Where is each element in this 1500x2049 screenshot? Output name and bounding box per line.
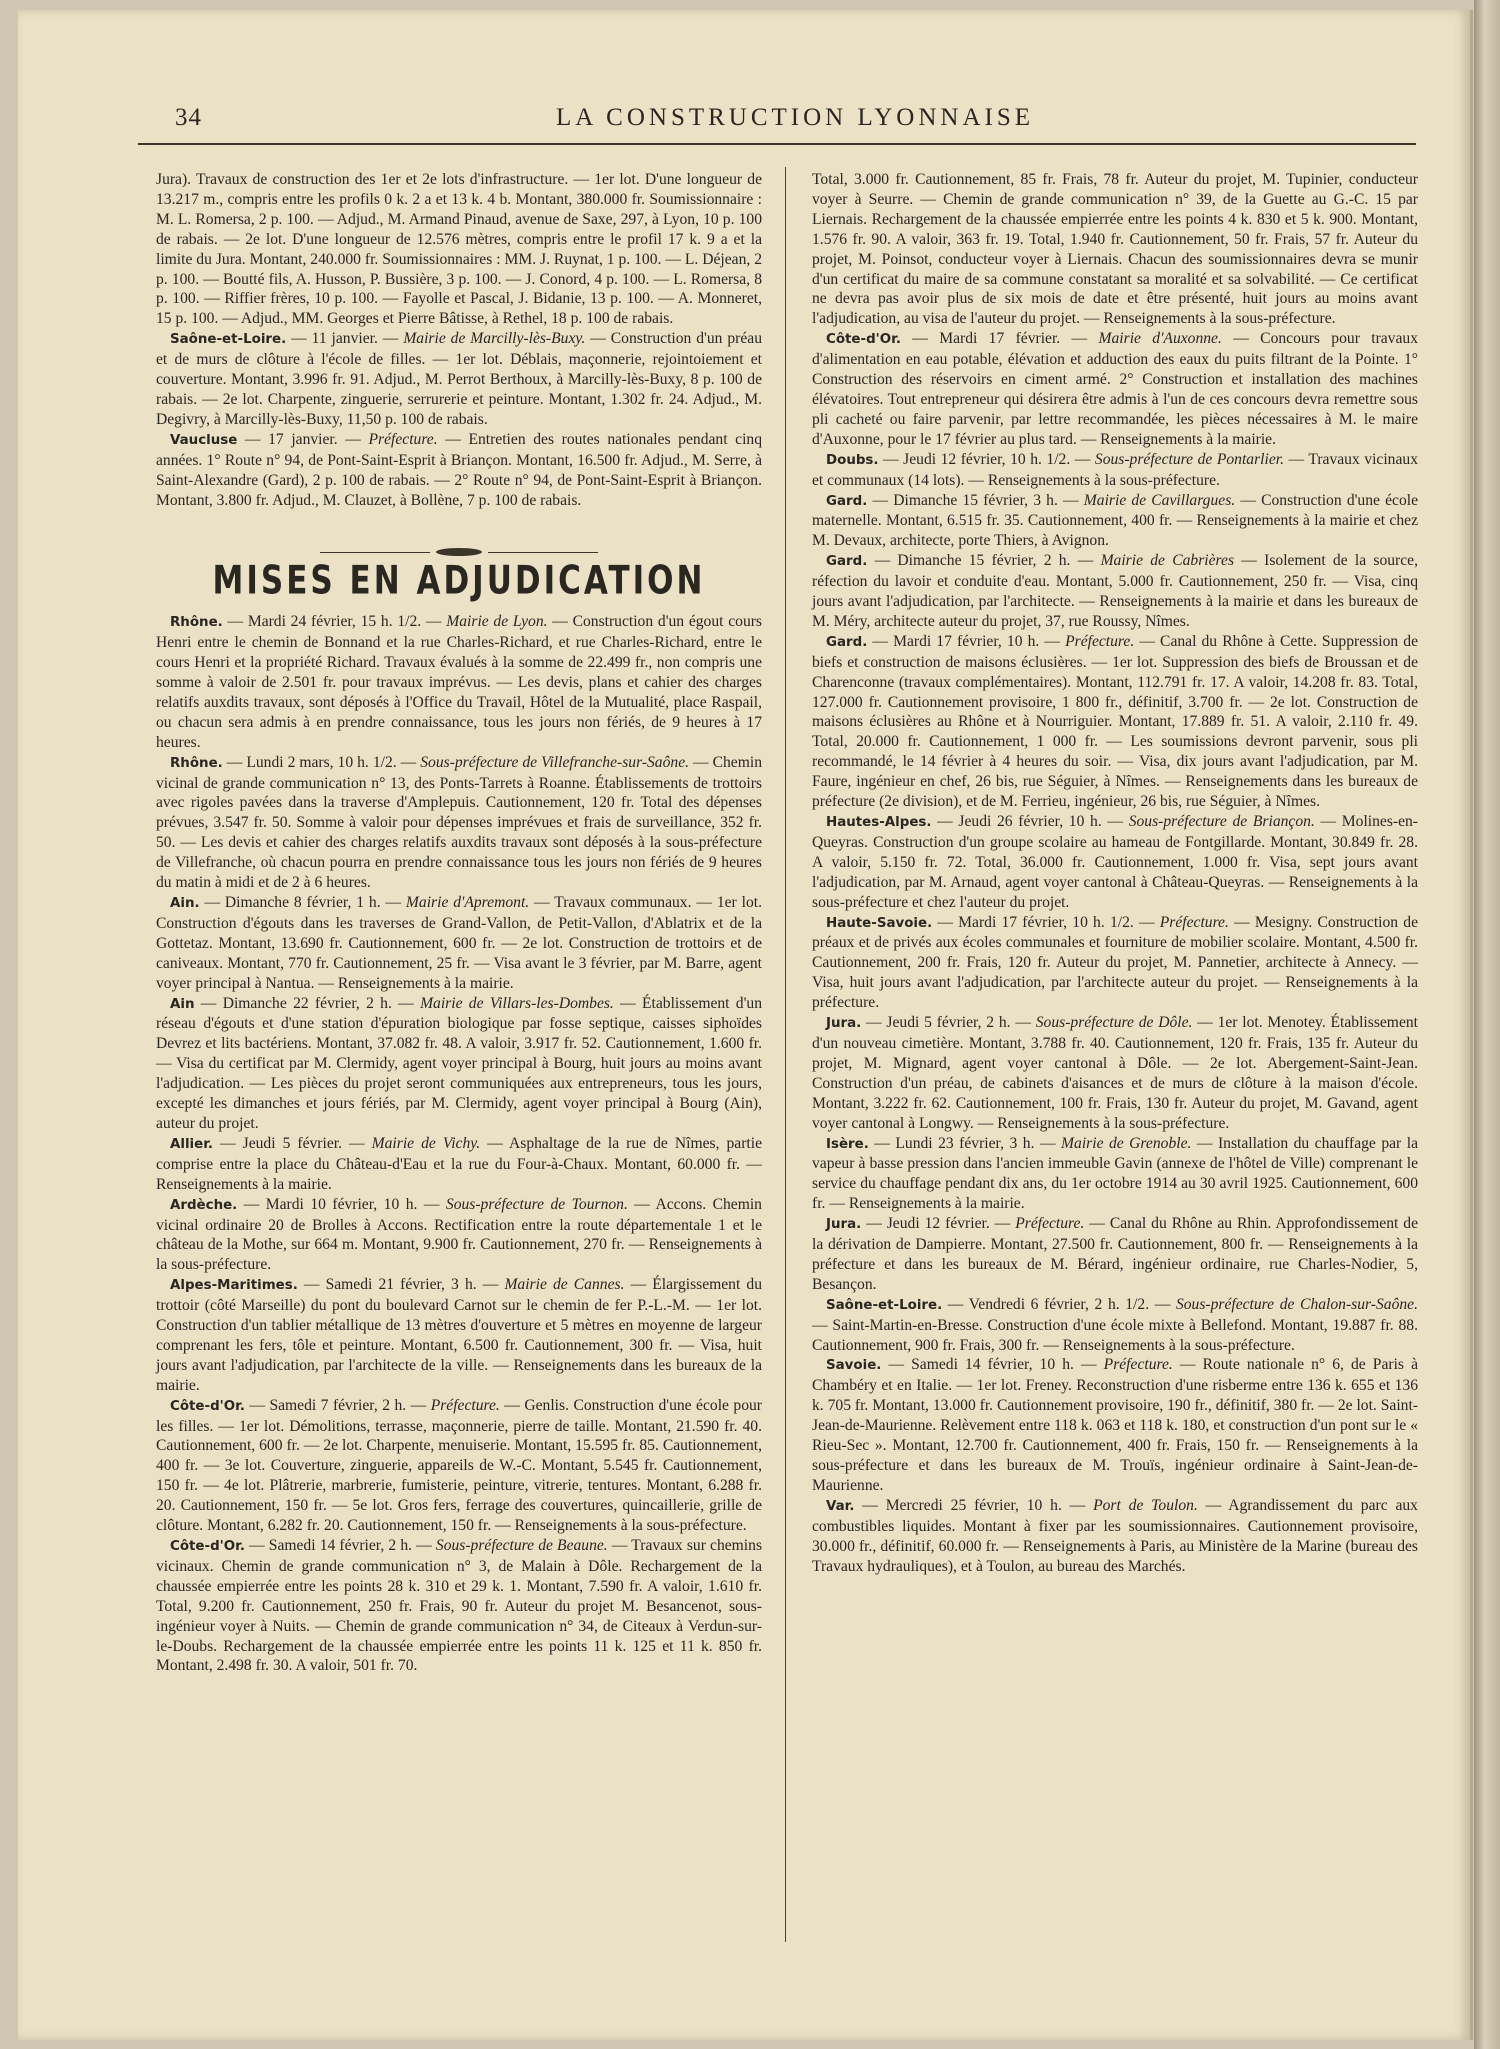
entry-date: — Mardi 24 février, 15 h. 1/2. — xyxy=(222,613,447,631)
adjudication-entry xyxy=(812,551,1418,632)
entry-location: Mairie de Cannes. xyxy=(504,1276,625,1294)
entry-location: Préfecture. xyxy=(1103,1356,1173,1374)
entry-department: Côte-d'Or. xyxy=(170,1398,245,1414)
entry-date: — Mardi 10 février, 10 h. — xyxy=(237,1195,446,1213)
section-heading xyxy=(156,544,762,604)
right-column xyxy=(812,170,1418,1576)
adjudication-entry xyxy=(156,1195,762,1276)
book-gutter xyxy=(1474,0,1500,2049)
entry-date: — Jeudi 12 février, 10 h. 1/2. — xyxy=(878,450,1095,468)
entry-department: Allier. xyxy=(170,1136,213,1152)
entry-location: Préfecture. xyxy=(368,430,438,448)
adjudication-entry xyxy=(812,913,1418,1014)
entry-text: — Travaux vicinaux et communaux (14 lots). — Renseignements à la sous-préfecture. xyxy=(812,450,1418,489)
entry-date: — Dimanche 22 février, 2 h. — xyxy=(194,994,421,1012)
section-title: MISES EN ADJUDICATION xyxy=(212,558,706,604)
entry-location: Préfecture. xyxy=(1065,632,1135,650)
entry-department: Var. xyxy=(826,1498,855,1514)
entry-location: Mairie de Villars-les-Dombes. xyxy=(420,994,614,1012)
entry-location: Mairie de Cabrières xyxy=(1100,552,1235,570)
entry-location: Préfecture. xyxy=(1159,913,1229,931)
entry-date: — Samedi 21 février, 3 h. — xyxy=(297,1276,505,1294)
adjudication-entry xyxy=(812,812,1418,913)
adjudication-entry xyxy=(812,632,1418,812)
entry-text: — Route nationale n° 6, de Paris à Chambéry et en Italie. — 1er lot. Freney. Reconstruction d'une risberme entre 136 k. 655 et 136 k. 705 fr. Montant, 13.000 fr. Cautionnement provisoire, 190 fr., définitif, 380 fr. — 2e lot. Saint-Jean-de-Maurienne. Relèvement entre 118 k. 063 et 118 k. 180, et construction d'un pont sur le « Rieu-Sec ». Montant, 12.700 fr. Cautionnement, 400 fr. Frais, 150 fr. — Renseignements à la sous-préfecture et dans les bureaux de M. Trouïs, ingénieur ordinaire à Saint-Jean-de-Maurienne. xyxy=(812,1356,1418,1494)
entry-text: — Chemin vicinal de grande communication n° 13, des Ponts-Tarrets à Roanne. Établissements de trottoirs avec rigoles pavées dans la traverse d'Amplepuis. Cautionnement, 120 fr. Total des dépenses prévues, 3.547 fr. 50. Somme à valoir pour dépenses imprévues et frais de surveillance, 352 fr. 50. — Les devis et cahier des charges relatifs auxdits travaux sont déposés à la sous-préfecture de Villefranche, où chacun pourra en prendre connaissance tous les jours non fériés de 9 heures du matin à midi et de 2 à 6 heures. xyxy=(156,753,762,892)
entry-date: — Dimanche 15 février, 2 h. — xyxy=(867,552,1101,570)
entry-text: — Construction d'un préau et de murs de clôture à l'école de filles. — 1er lot. Déblais, maçonnerie, rejointoiement et couverture. Montant, 3.996 fr. 91. Adjud., M. Perrot Berthoux, à Marcilly-lès-Buxy, 8 p. 100 de rabais. — 2e lot. Charpente, zinguerie, serrurerie et peinture. Montant, 1.302 fr. 24. Adjud., M. Degivry, à Marcilly-lès-Buxy, 11,50 p. 100 de rabais. xyxy=(156,330,762,428)
entry-date: — 11 janvier. — xyxy=(286,330,404,348)
entry-text: — Accons. Chemin vicinal ordinaire 20 de Brolles à Accons. Rectification entre la route départementale 1 et le château de la Mothe, sur 664 m. Montant, 9.900 fr. Cautionnement, 270 fr. — Renseignements à la sous-préfecture. xyxy=(156,1195,762,1274)
adjudication-entry xyxy=(156,329,762,430)
entry-department: Rhône. xyxy=(170,615,223,631)
entry-date: — Vendredi 6 février, 2 h. 1/2. — xyxy=(942,1295,1176,1313)
entry-department: Ardèche. xyxy=(170,1197,238,1213)
adjudication-entry xyxy=(156,1134,762,1195)
entry-text: — 1er lot. Menotey. Établissement d'un nouveau cimetière. Montant, 3.788 fr. 40. Cautionnement, 120 fr. Frais, 135 fr. Auteur du projet, M. Mignard, agent voyer cantonal à Dôle. — 2e lot. Abergement-Saint-Jean. Construction d'un préau, de cabinets d'aisances et de murs de clôture à la maison d'école. Montant, 3.222 fr. 62. Cautionnement, 100 fr. Frais, 130 fr. Auteur du projet, M. Gavand, agent voyer cantonal à Longwy. — Renseignements à la sous-préfecture. xyxy=(812,1014,1418,1132)
entry-department: Gard. xyxy=(826,493,868,509)
adjudication-entry xyxy=(156,430,762,511)
adjudication-entry xyxy=(156,1536,762,1676)
entry-date: — Dimanche 8 février, 1 h. — xyxy=(199,894,406,911)
entry-location: Mairie de Cavillargues. xyxy=(1083,491,1236,509)
adjudication-entry xyxy=(812,1214,1418,1295)
right-intro xyxy=(812,170,1418,329)
entry-text: — Travaux sur chemins vicinaux. Chemin de grande communication n° 3, de Malain à Dôle. Rechargement de la chaussée empierrée entre les points 28 k. 310 et 29 k. 1. Montant, 7.590 fr. A valoir, 1.610 fr. Total, 9.200 fr. Cautionnement, 250 fr. Frais, 90 fr. Auteur du projet M. Besancenot, sous-ingénieur voyer à Nuits. — Chemin de grande communication n° 34, de Citeaux à Verdun-sur-le-Doubs. Rechargement de la chaussée empierrée entre les points 11 k. 125 et 11 k. 850 fr. Montant, 2.498 fr. 30. A valoir, 501 fr. 70. xyxy=(156,1537,763,1675)
entry-date: — Jeudi 5 février, 2 h. — xyxy=(861,1014,1036,1032)
entry-department: Saône-et-Loire. xyxy=(170,332,287,348)
entry-date: — 17 janvier. — xyxy=(237,430,369,448)
entry-text: — Asphaltage de la rue de Nîmes, partie comprise entre la place du Château-d'Eau et la rue du Four-à-Chaux. Montant, 60.000 fr. — Renseignements à la mairie. xyxy=(156,1134,762,1193)
adjudication-entry xyxy=(812,450,1418,491)
entry-location: Mairie de Marcilly-lès-Buxy. xyxy=(403,330,586,348)
left-entries-before xyxy=(156,329,762,510)
entry-location: Mairie de Vichy. xyxy=(371,1134,481,1152)
adjudication-entry xyxy=(156,753,762,893)
entry-text: — Établissement d'un réseau d'égouts et d'une station d'épuration biologique par fosse septique, caisses siphoïdes Devrez et lits bactériens. Montant, 37.082 fr. 48. A valoir, 3.917 fr. 52. Cautionnement, 1.600 fr. — Visa du certificat par M. Clermidy, agent voyer principal à Bourg, huit jours au moins avant l'adjudication. — Les pièces du projet seront communiquées aux entrepreneurs, tous les jours, excepté les dimanches et jours fériés, par M. Clermidy, agent voyer principal à Bourg (Ain), auteur du projet. xyxy=(156,994,762,1132)
entry-date: — Samedi 7 février, 2 h. — xyxy=(244,1396,431,1414)
entry-location: Préfecture. xyxy=(1015,1215,1085,1233)
entry-location: Sous-préfecture de Briançon. xyxy=(1128,813,1315,830)
entry-department: Doubs. xyxy=(826,452,879,468)
entry-department: Côte-d'Or. xyxy=(170,1539,245,1554)
column-separator xyxy=(785,167,786,1942)
entry-location: Port de Toulon. xyxy=(1093,1496,1198,1514)
entry-text: — Isolement de la source, réfection du lavoir et conduite d'eau. Montant, 5.000 fr. Cautionnement, 250 fr. — Visa, cinq jours avant l'adjudication, par l'architecte. — Renseignements à la mairie et dans les bureaux de M. Méry, architecte auteur du projet, 37, rue Roussy, Nîmes. xyxy=(812,552,1418,630)
entry-date: — Lundi 2 mars, 10 h. 1/2. — xyxy=(222,753,421,771)
entry-department: Ain xyxy=(170,996,195,1012)
entry-text: — Élargissement du trottoir (côté Marseille) du pont du boulevard Carnot sur le chemin de fer P.-L.-M. — 1er lot. Construction d'un tablier métallique de 13 mètres d'ouverture et 5 mètres en moyenne de largeur comprenant les fers, tôle et peinture. Montant, 6.500 fr. Cautionnement, 300 fr. — Visa, huit jours avant l'adjudication, par l'architecte de la ville. — Renseignements dans les bureaux de la mairie. xyxy=(156,1276,762,1394)
entry-department: Haute-Savoie. xyxy=(826,915,933,931)
entry-department: Rhône. xyxy=(170,755,223,771)
page-number: 34 xyxy=(175,104,202,131)
left-column xyxy=(156,170,762,1676)
entry-department: Côte-d'Or. xyxy=(826,332,901,348)
entry-location: Mairie d'Apremont. xyxy=(405,894,530,911)
entry-text: — Concours pour travaux d'alimentation en eau potable, élévation et adduction des eaux du puits filtrant de la Pointe. 1° Construction des réservoirs en ciment armé. 2° Construction et installation des machines élévatoires. Tout entrepreneur qui désirera être admis à l'un de ces concours devra remettre sous pli cacheté ou faire parvenir, par lettre recommandée, les pièces nécessaires à M. le maire d'Auxonne, pour le 17 février au plus tard. — Renseignements à la mairie. xyxy=(812,330,1418,448)
entry-date: — Samedi 14 février, 10 h. — xyxy=(881,1356,1104,1374)
page-header xyxy=(155,102,1435,142)
entry-department: Savoie. xyxy=(826,1358,882,1374)
entry-department: Vaucluse xyxy=(170,432,238,448)
entry-department: Gard. xyxy=(826,554,868,570)
adjudication-entry xyxy=(812,1355,1418,1495)
entry-date: — Lundi 23 février, 3 h. — xyxy=(868,1134,1062,1152)
entry-location: Sous-préfecture de Tournon. xyxy=(445,1195,628,1213)
entry-date: — Mercredi 25 février, 10 h. — xyxy=(854,1496,1094,1514)
left-intro xyxy=(156,170,762,329)
entry-department: Jura. xyxy=(826,1016,862,1032)
entry-text: — Construction d'une école maternelle. Montant, 6.515 fr. 35. Cautionnement, 400 fr. — Renseignements à la mairie et chez M. Devaux, architecte, porte Thiers, à Avignon. xyxy=(812,491,1418,550)
entry-location: Mairie de Grenoble. xyxy=(1061,1134,1192,1152)
entry-location: Mairie d'Auxonne. xyxy=(1098,330,1222,348)
entry-location: Sous-préfecture de Chalon-sur-Saône. xyxy=(1175,1295,1418,1313)
adjudication-entry xyxy=(156,1396,762,1536)
header-rule xyxy=(138,143,1416,145)
entry-location: Préfecture. xyxy=(430,1396,500,1414)
entry-text: — Canal du Rhône au Rhin. Approfondissement de la dérivation de Dampierre. Montant, 27.500 fr. Cautionnement, 800 fr. — Renseignements à la préfecture et dans les bureaux de M. Bérard, ingénieur ordinaire, rue Charles-Nodier, 5, Besançon. xyxy=(812,1215,1418,1293)
entry-date: — Jeudi 5 février. — xyxy=(213,1134,372,1152)
entry-date: — Dimanche 15 février, 3 h. — xyxy=(867,491,1084,509)
right-entries xyxy=(812,329,1418,1576)
adjudication-entry xyxy=(812,1295,1418,1356)
entry-text: — Construction d'un égout cours Henri entre le chemin de Bonnand et la rue Charles-Richard, et rue Charles-Richard, entre le cours Henri et la propriété Richard. Travaux évalués à la somme de 22.499 fr., non compris une somme à valoir de 2.501 fr. pour travaux imprévus. — Les devis, plans et cahier des charges relatifs auxdits travaux, sont déposés à l'Office du Travail, Hôtel de la Mutualité, place Raspail, ou chacun sera admis à en prendre connaissance, tous les jours non fériés, de 9 heures à 17 heures. xyxy=(156,613,762,751)
entry-date: — Mardi 17 février. — xyxy=(900,330,1099,348)
running-title: LA CONSTRUCTION LYONNAISE xyxy=(555,104,1035,131)
entry-text: — Travaux communaux. — 1er lot. Construction d'égouts dans les traverses de Grand-Vallon, de Petit-Vallon, d'Ablatrix et de la Gottetaz. Montant, 13.690 fr. Cautionnement, 600 fr. — 2e lot. Construction de trottoirs et de caniveaux. Montant, 770 fr. Cautionnement, 25 fr. — Visa avant le 3 février, par M. Barre, agent voyer principal à Nantua. — Renseignements à la mairie. xyxy=(156,894,762,992)
entry-location: Sous-préfecture de Beaune. xyxy=(435,1537,608,1554)
entry-date: — Jeudi 26 février, 10 h. — xyxy=(931,813,1129,830)
entry-department: Alpes-Maritimes. xyxy=(170,1278,298,1294)
entry-text: — Mesigny. Construction de préaux et de privés aux écoles communales et fourniture de mobilier scolaire. Montant, 4.500 fr. Cautionnement, 200 fr. Frais, 120 fr. Auteur du projet, M. Pannetier, architecte à Annecy. — Visa, huit jours avant l'adjudication, par l'architecte auteur du projet. — Renseignements à la préfecture. xyxy=(812,913,1418,1012)
entry-department: Isère. xyxy=(826,1136,869,1152)
entry-text: — Entretien des routes nationales pendant cinq années. 1° Route n° 94, de Pont-Saint-Esprit à Briançon. Montant, 16.500 fr. Adjud., M. Serre, à Saint-Alexandre (Gard), 2 p. 100 de rabais. — 2° Route n° 94, de Pont-Saint-Esprit à Briançon. Montant, 3.800 fr. Adjud., M. Clauzet, à Bollène, 7 p. 100 de rabais. xyxy=(156,430,762,509)
adjudication-entry xyxy=(812,329,1418,449)
entry-text: — Canal du Rhône à Cette. Suppression de biefs et construction de maisons éclusières. — 1er lot. Suppression des biefs de Broussan et de Charenconne (travaux complémentaires). Montant, 112.791 fr. 17. A valoir, 14.208 fr. 83. Total, 127.000 fr. Cautionnement provisoire, 1 800 fr., définitif, 3.700 fr. — 2e lot. Construction de maisons éclusières au Rhône et à Nourriguier. Montant, 17.889 fr. 51. A valoir, 2.110 fr. 49. Total, 20.000 fr. Cautionnement, 1 000 fr. — Les soumissions devront parvenir, sous pli recommandé, le 14 février à 4 heures du soir. — Visa, dix jours avant l'adjudication, par M. Faure, ingénieur en chef, 26 bis, rue Séguier, à Nîmes. — Renseignements dans les bureaux de préfecture (2e division), et de M. Ferrieu, ingénieur, 26 bis, rue Séguier, à Nîmes. xyxy=(812,632,1418,811)
entry-location: Sous-préfecture de Pontarlier. xyxy=(1094,450,1284,468)
entry-location: Sous-préfecture de Dôle. xyxy=(1035,1014,1193,1032)
entry-date: — Samedi 14 février, 2 h. — xyxy=(244,1537,436,1554)
adjudication-entry xyxy=(812,1013,1418,1133)
entry-text: — Agrandissement du parc aux combustibles liquides. Montant à fixer par les soumissionnaires. Cautionnement provisoire, 30.000 fr., définitif, 60.000 fr. — Renseignements à Paris, au Ministère de la Marine (bureau des Travaux hydrauliques), et à Toulon, au bureau des Marchés. xyxy=(812,1496,1418,1575)
entry-location: Sous-préfecture de Villefranche-sur-Saône. xyxy=(420,753,690,771)
adjudication-entry xyxy=(156,612,762,752)
entry-department: Saône-et-Loire. xyxy=(826,1297,943,1313)
intro-paragraph: Total, 3.000 fr. Cautionnement, 85 fr. Frais, 78 fr. Auteur du projet, M. Tupinier, conducteur voyer à Seurre. — Chemin de grande communication n° 39, de la Guette au G.-C. 15 par Liernais. Rechargement de la chaussée empierrée entre les points 4 k. 830 et 5 k. 900. Montant, 1.576 fr. 90. A valoir, 363 fr. 19. Total, 1.940 fr. Cautionnement, 50 fr. Frais, 57 fr. Auteur du projet, M. Poinsot, conducteur voyer à Liernais. Chacun des soumissionnaires devra se munir d'un certificat du maire de sa commune constatant sa moralité et sa solvabilité. — Ce certificat ne devra pas avoir plus de six mois de date et être présenté, huit jours au moins avant l'adjudication, au visa de l'auteur du projet. — Renseignements à la sous-préfecture. xyxy=(812,171,1418,328)
entry-text: — Installation du chauffage par la vapeur à basse pression dans l'ancien immeuble Gavin (annexe de l'hôtel de Ville) comprenant le service du chauffage pendant dix ans, du 1er octobre 1914 au 30 avril 1925. Cautionnement, 600 fr. — Renseignements à la mairie. xyxy=(812,1134,1418,1213)
entry-department: Hautes-Alpes. xyxy=(826,815,932,830)
adjudication-entry xyxy=(156,893,762,994)
adjudication-entry xyxy=(156,994,762,1134)
entry-date: — Jeudi 12 février. — xyxy=(861,1215,1016,1233)
entry-date: — Mardi 17 février, 10 h. 1/2. — xyxy=(932,913,1160,931)
entry-department: Jura. xyxy=(826,1217,862,1233)
entry-department: Ain. xyxy=(170,896,200,911)
adjudication-entry xyxy=(812,1496,1418,1577)
intro-paragraph: Jura). Travaux de construction des 1er et 2e lots d'infrastructure. — 1er lot. D'une longueur de 13.217 m., compris entre les profils 0 k. 2 a et 13 k. 4 b. Montant, 380.000 fr. Soumissionnaire : M. L. Romersa, 2 p. 100. — Adjud., M. Armand Pinaud, avenue de Saxe, 297, à Lyon, 10 p. 100 de rabais. — 2e lot. D'une longueur de 12.576 mètres, compris entre le profil 17 k. 9 a et la limite du Jura. Montant, 240.000 fr. Soumissionnaires : MM. J. Ruynat, 1 p. 100. — L. Déjean, 2 p. 100. — Boutté fils, A. Husson, P. Bussière, 3 p. 100. — J. Conord, 4 p. 100. — L. Romersa, 8 p. 100. — Riffier frères, 10 p. 100. — Fayolle et Pascal, J. Bidanie, 13 p. 100. — A. Monneret, 15 p. 100. — Adjud., MM. Georges et Pierre Bâtisse, à Rethel, 18 p. 100 de rabais. xyxy=(156,171,762,328)
entry-department: Gard. xyxy=(826,634,868,650)
entry-text: — Saint-Martin-en-Bresse. Construction d'une école mixte à Bellefond. Montant, 19.887 fr. 88. Cautionnement, 900 fr. Frais, 300 fr. — Renseignements à la sous-préfecture. xyxy=(812,1316,1418,1354)
adjudication-entry xyxy=(812,491,1418,552)
entry-text: — Genlis. Construction d'une école pour les filles. — 1er lot. Démolitions, terrasse, maçonnerie, pierre de taille. Montant, 21.590 fr. 40. Cautionnement, 600 fr. — 2e lot. Charpente, menuiserie. Montant, 15.595 fr. 85. Cautionnement, 400 fr. — 3e lot. Couverture, zinguerie, appareils de W.-C. Montant, 5.545 fr. Cautionnement, 150 fr. — 4e lot. Plâtrerie, marbrerie, fumisterie, peinture, vitrerie, tentures. Montant, 6.288 fr. 20. Cautionnement, 150 fr. — 5e lot. Gros fers, ferrage des couvertures, quincaillerie, grille de clôture. Montant, 6.282 fr. 20. Cautionnement, 150 fr. — Renseignements à la sous-préfecture. xyxy=(156,1396,762,1535)
entry-text: — Molines-en-Queyras. Construction d'un groupe scolaire au hameau de Fontgillarde. Montant, 30.849 fr. 28. A valoir, 5.150 fr. 72. Total, 36.000 fr. Cautionnement, 1.000 fr. Visa, sept jours avant l'adjudication, par M. Arnaud, agent voyer cantonal à Château-Queyras. — Renseignements à la sous-préfecture et chez l'auteur du projet. xyxy=(812,813,1419,911)
entry-date: — Mardi 17 février, 10 h. — xyxy=(867,632,1066,650)
adjudication-entry xyxy=(156,1275,762,1395)
entry-location: Mairie de Lyon. xyxy=(446,613,548,631)
adjudication-entry xyxy=(812,1134,1418,1215)
left-entries-after xyxy=(156,612,762,1676)
